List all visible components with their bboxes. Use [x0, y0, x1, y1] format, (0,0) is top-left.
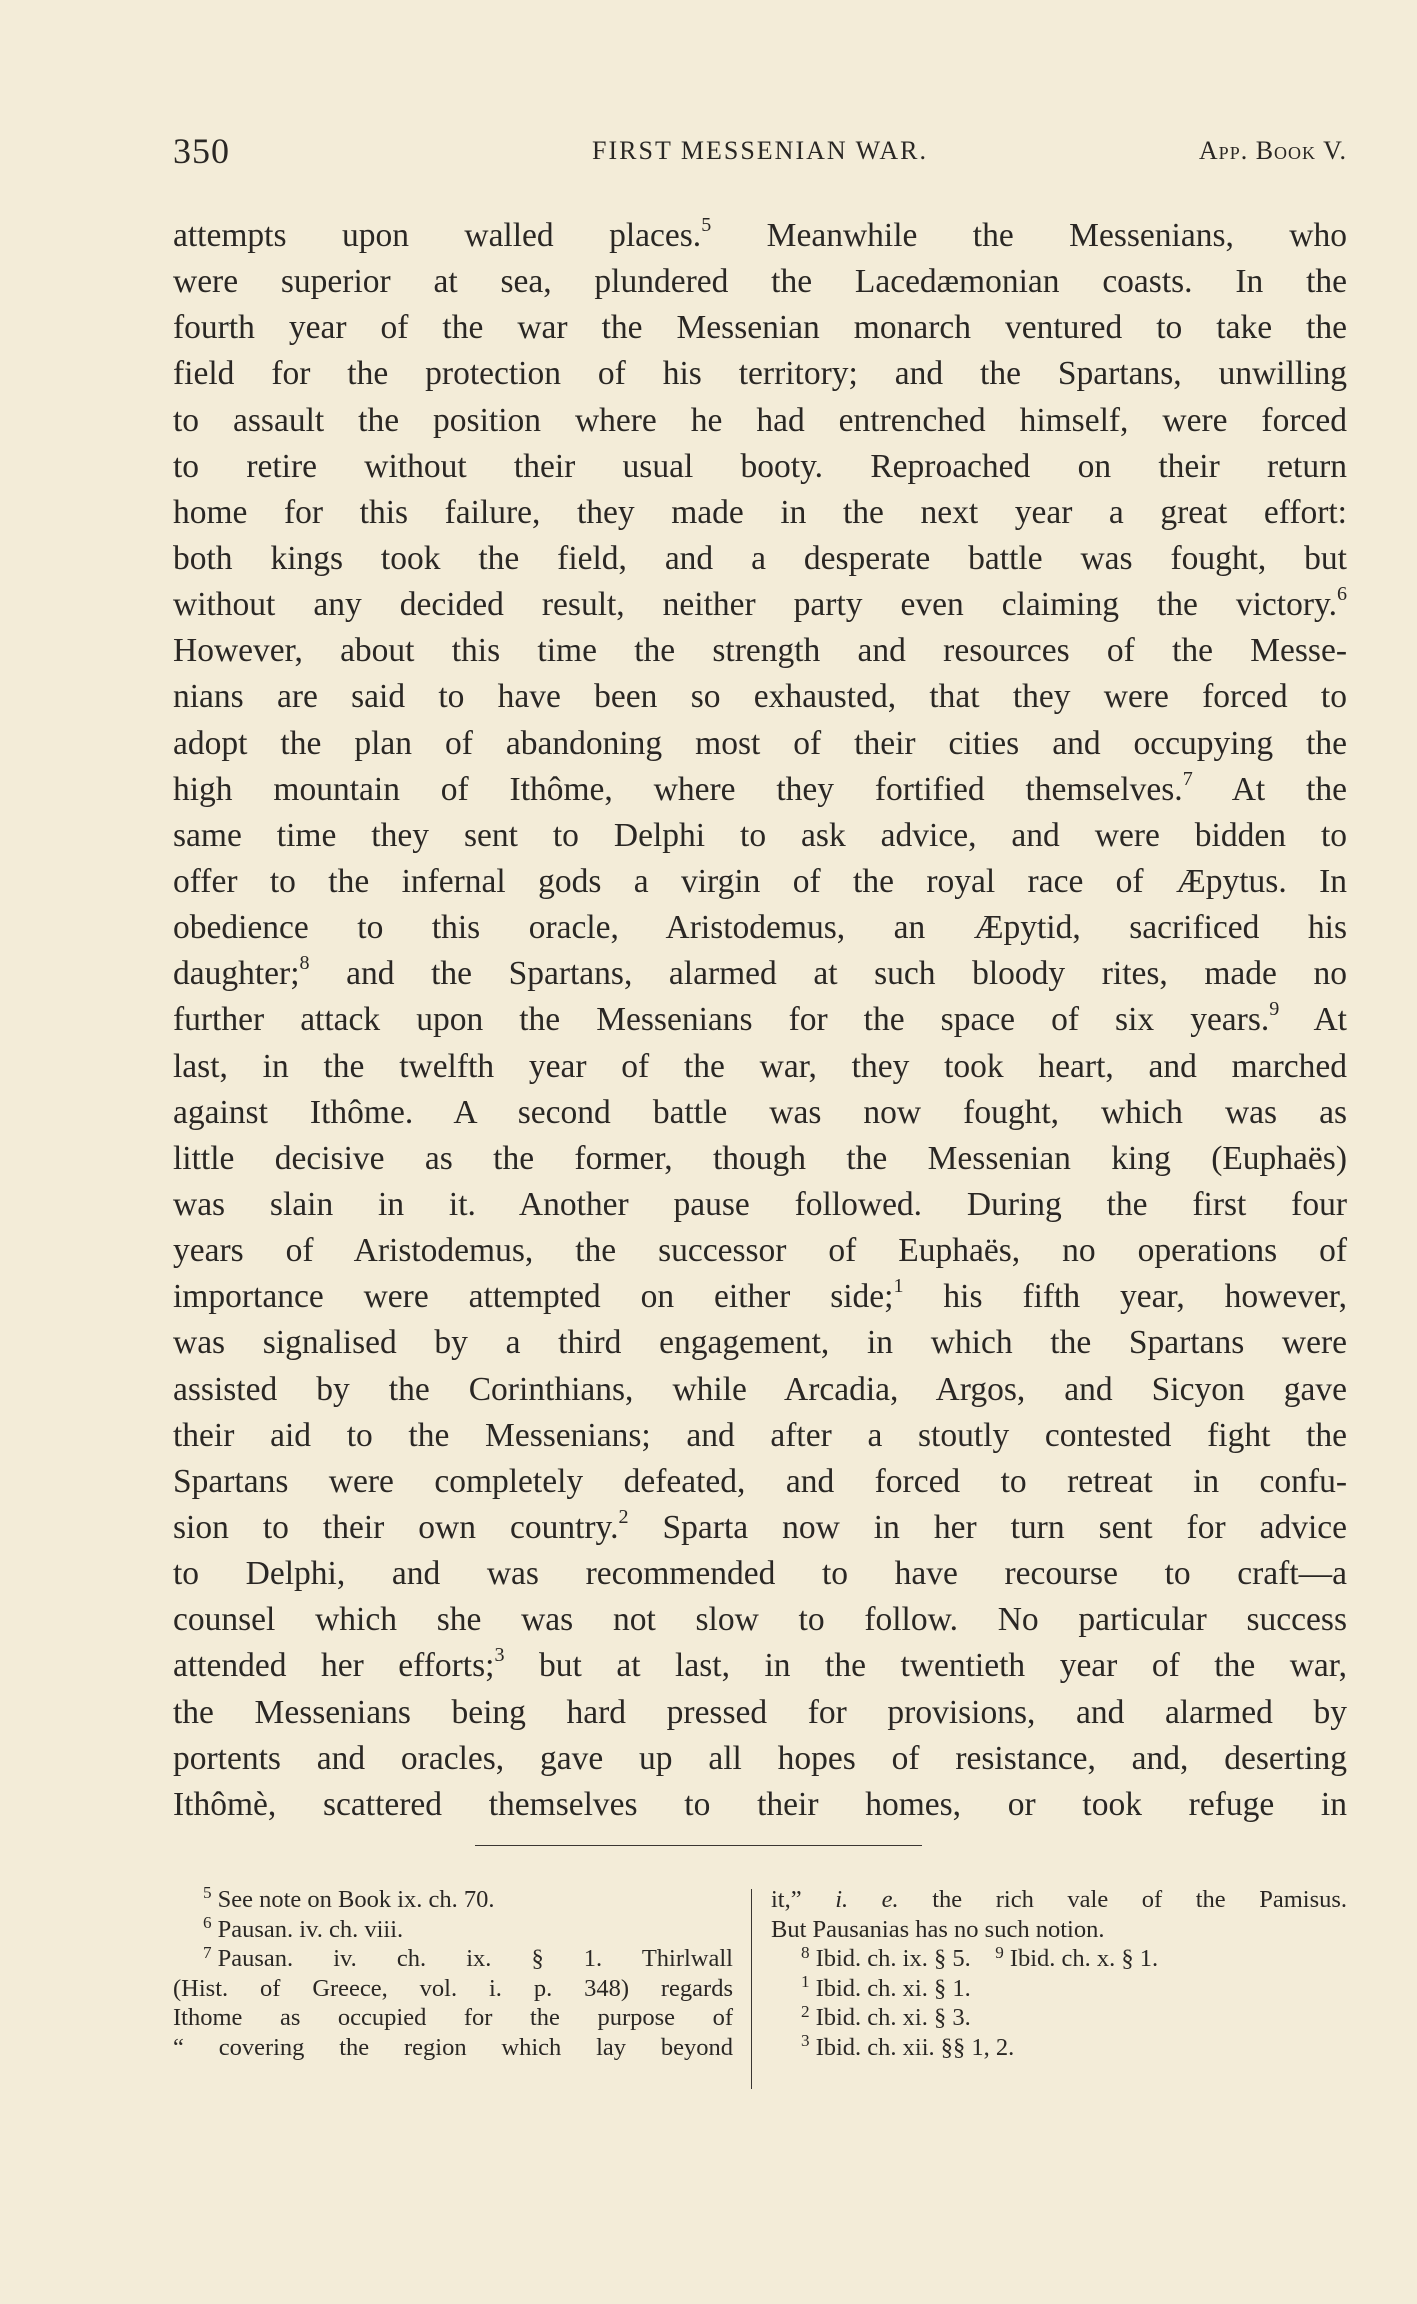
footnote-column-divider [751, 1889, 752, 2089]
text-run: and the Spartans, alarmed at such bloody rites, made no [309, 955, 1347, 993]
text-line [173, 1736, 1347, 1782]
page-number: 350 [173, 131, 230, 171]
footnotes-right-column [771, 1885, 1347, 2063]
footnotes [173, 1885, 1347, 2085]
footnote-marker: 5 [701, 213, 712, 236]
text-line [173, 813, 1347, 859]
text-line [173, 951, 1347, 997]
footnote-marker: 9 [1269, 998, 1280, 1021]
text-line [173, 905, 1347, 951]
text-line [173, 674, 1347, 720]
text-run: Sparta now in her turn sent for advice [628, 1508, 1348, 1546]
text-run: to assault the position where he had entrenched himself, were forced [173, 401, 1347, 439]
text-run: little decisive as the former, though the Messenian king (Euphaës) [173, 1139, 1347, 1177]
footnote-7-cont: But Pausanias has no such notion. [771, 1915, 1105, 1943]
text-line [173, 628, 1347, 674]
text-line [173, 859, 1347, 905]
footnote-7-cont: Ithome as occupied for the purpose of [173, 2004, 733, 2032]
text-run: At the [1192, 770, 1347, 808]
footnote-marker: 7 [1182, 767, 1193, 790]
text-run: home for this failure, they made in the next year a great effort: [173, 493, 1347, 531]
text-line [173, 1320, 1347, 1366]
text-run: Ithômè, scattered themselves to their homes, or took refuge in [173, 1785, 1347, 1823]
text-run: Spartans were completely defeated, and forced to retreat in confu- [173, 1462, 1347, 1500]
text-run: attempts upon walled places. [173, 217, 702, 254]
footnote-7-cont: (Hist. of Greece, vol. i. p. 348) regards [173, 1974, 733, 2002]
text-run: field for the protection of his territory; and the Spartans, unwilling [173, 355, 1347, 393]
text-run: both kings took the field, and a desperate battle was fought, but [173, 539, 1347, 577]
text-run: At [1279, 1001, 1347, 1039]
text-run: assisted by the Corinthians, while Arcadia, Argos, and Sicyon gave [173, 1370, 1347, 1408]
footnote-marker: 1 [893, 1275, 904, 1298]
footnotes-left-column [173, 1885, 733, 2063]
text-run: However, about this time the strength and resources of the Messe- [173, 632, 1347, 670]
text-run: was slain in it. Another pause followed. During the first four [173, 1185, 1347, 1223]
text-line [173, 1782, 1347, 1828]
text-run: to Delphi, and was recommended to have recourse to craft—a [173, 1555, 1347, 1593]
footnote-2: $^2$ Ibid. ch. xi. § 3. [801, 2001, 971, 2032]
text-run: same time they sent to Delphi to ask advice, and were bidden to [173, 816, 1347, 854]
text-line [173, 351, 1347, 397]
text-line [173, 1643, 1347, 1689]
footnote-7-cont: it,” i. e. the rich vale of the Pamisus. [771, 1886, 1348, 1913]
text-line [173, 1459, 1347, 1505]
text-line [173, 1044, 1347, 1090]
text-line [173, 1505, 1347, 1551]
footnote-rule [475, 1845, 922, 1846]
text-line [173, 305, 1347, 351]
text-run: the Messenians being hard pressed for provisions, and alarmed by [173, 1693, 1347, 1731]
text-run: to retire without their usual booty. Reproached on their return [173, 447, 1347, 485]
text-run: sion to their own country. [173, 1508, 619, 1546]
footnote-marker: 8 [299, 952, 310, 975]
text-run: fourth year of the war the Messenian monarch ventured to take the [173, 309, 1347, 347]
text-line [173, 1182, 1347, 1228]
text-run: years of Aristodemus, the successor of Euphaës, no operations of [173, 1232, 1347, 1270]
footnote-6: $^6$ Pausan. iv. ch. viii. [203, 1913, 404, 1943]
text-line [173, 1136, 1347, 1182]
text-run: against Ithôme. A second battle was now fought, which was as [173, 1093, 1347, 1131]
text-run: without any decided result, neither party even claiming the victory. [173, 586, 1337, 624]
text-line [173, 213, 1347, 259]
text-run: counsel which she was not slow to follow. No particular success [173, 1601, 1347, 1639]
footnote-5: $^5$ See note on Book ix. ch. 70. [203, 1883, 495, 1913]
text-run: high mountain of Ithôme, where they fortified themselves. [173, 770, 1183, 808]
text-line [173, 1228, 1347, 1274]
footnote-marker: 6 [1336, 583, 1347, 606]
running-header [173, 130, 1347, 180]
text-line [173, 582, 1347, 628]
text-run: was signalised by a third engagement, in which the Spartans were [173, 1324, 1347, 1362]
text-line [173, 1090, 1347, 1136]
text-run: obedience to this oracle, Aristodemus, an Æpytid, sacrificed his [173, 909, 1347, 947]
text-run: were superior at sea, plundered the Lacedæmonian coasts. In the [173, 263, 1347, 301]
footnote-3: $^3$ Ibid. ch. xii. §§ 1, 2. [801, 2031, 1015, 2061]
text-run: but at last, in the twentieth year of the war, [504, 1647, 1347, 1685]
footnote-marker: 3 [494, 1644, 505, 1667]
text-line [173, 398, 1347, 444]
text-line [173, 767, 1347, 813]
footnote-marker: 2 [618, 1505, 629, 1528]
text-line [173, 997, 1347, 1043]
text-line [173, 1690, 1347, 1736]
footnote-1: $^1$ Ibid. ch. xi. § 1. [801, 1972, 971, 2002]
text-run: daughter; [173, 955, 300, 993]
text-line [173, 444, 1347, 490]
text-run: nians are said to have been so exhausted, that they were forced to [173, 678, 1347, 716]
text-run: last, in the twelfth year of the war, they took heart, and marched [173, 1047, 1347, 1085]
text-line [173, 1413, 1347, 1459]
text-run: attended her efforts; [173, 1647, 495, 1685]
text-line [173, 1551, 1347, 1597]
text-run: adopt the plan of abandoning most of their cities and occupying the [173, 724, 1347, 762]
text-line [173, 1367, 1347, 1413]
text-line [173, 1274, 1347, 1320]
chapter-title: FIRST MESSENIAN WAR. [592, 136, 928, 165]
footnote-7: $^7$ Pausan. iv. ch. ix. § 1. Thirlwall [203, 1942, 733, 1973]
text-run: their aid to the Messenians; and after a stoutly contested fight the [173, 1416, 1347, 1454]
main-text [173, 213, 1347, 1828]
text-run: importance were attempted on either side; [173, 1278, 894, 1316]
book-reference: App. Book V. [1198, 136, 1347, 165]
text-line [173, 490, 1347, 536]
text-run: Meanwhile the Messenians, who [711, 217, 1347, 254]
text-line [173, 721, 1347, 767]
text-line [173, 536, 1347, 582]
text-run: offer to the infernal gods a virgin of the royal race of Æpytus. In [173, 862, 1347, 900]
text-run: portents and oracles, gave up all hopes of resistance, and, deserting [173, 1739, 1347, 1777]
footnote-7-cont: “ covering the region which lay beyond [173, 2033, 733, 2061]
text-line [173, 259, 1347, 305]
text-run: his fifth year, however, [903, 1278, 1347, 1316]
footnote-8-9: $^8$ Ibid. ch. ix. § 5. $^9$ Ibid. ch. x. § 1. [801, 1942, 1159, 1973]
text-line [173, 1597, 1347, 1643]
text-run: further attack upon the Messenians for the space of six years. [173, 1001, 1270, 1039]
